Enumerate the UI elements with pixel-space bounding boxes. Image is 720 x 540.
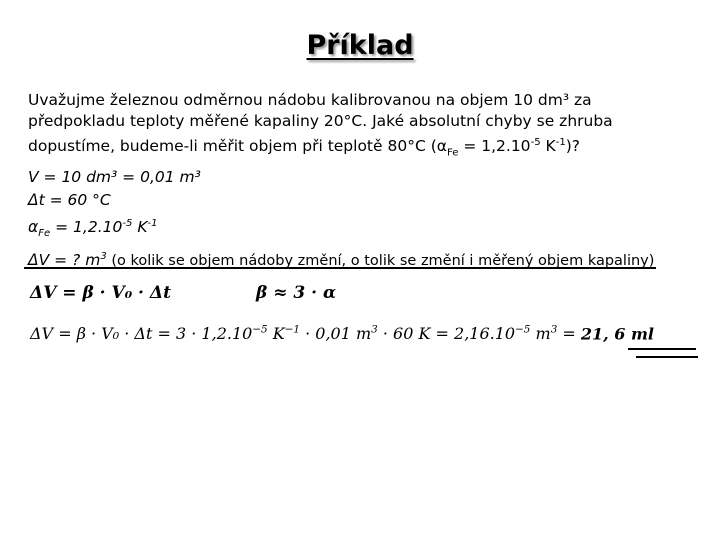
result-underline-top [628,348,696,350]
unknown-note: (o kolik se objem nádoby změní, o tolik se změní i měřený objem kapaliny) [106,253,655,270]
calculation: $\Delta V = \beta \cdot V_0 \cdot \Delta t = 3 \cdot 1,2.10^{-5}$ $K^{-1} \cdot 0,01$ $m^3 \cdot 60$ $K = 2,16.10^{-5}$ $m^3 = 21$, 6 ml [30,324,655,344]
given-alpha: $\alpha_{Fe} = 1,2.10^{-5}$ $K^{-1}$ [28,218,158,240]
unknown-volume-change: ΔV = ? $m^3$ (o kolik se objem nádoby změní, o tolik se změní i měřený objem kapaliny) [28,251,655,270]
slide-title: Příklad [306,30,414,61]
formula-volume-change: ΔV = β · V₀ · Δt [30,283,171,303]
problem-line-1: Uvažujme železnou odměrnou nádobu kalibrovanou na objem 10 dm³ za [28,91,592,109]
result-underline-bottom [636,356,698,358]
given-values [28,166,688,273]
problem-statement [28,90,668,163]
problem-line-2: předpokladu teploty měřené kapaliny 20°C. Jaké absolutní chyby se zhruba [28,112,613,130]
given-temperature-change: Δt = 60 °C [28,191,111,209]
formula-beta: β ≈ 3 · α [256,283,337,303]
given-volume: V = 10 dm³ = 0,01 m³ [28,168,201,186]
result-value: 21, 6 ml [580,324,655,344]
separator-line [24,267,656,269]
problem-line-3: dopustíme, budeme-li měřit objem při teplotě 80°C ($\alpha_{Fe} = 1,2.10^{-5}$ $K^{-1}$)? [28,137,581,159]
